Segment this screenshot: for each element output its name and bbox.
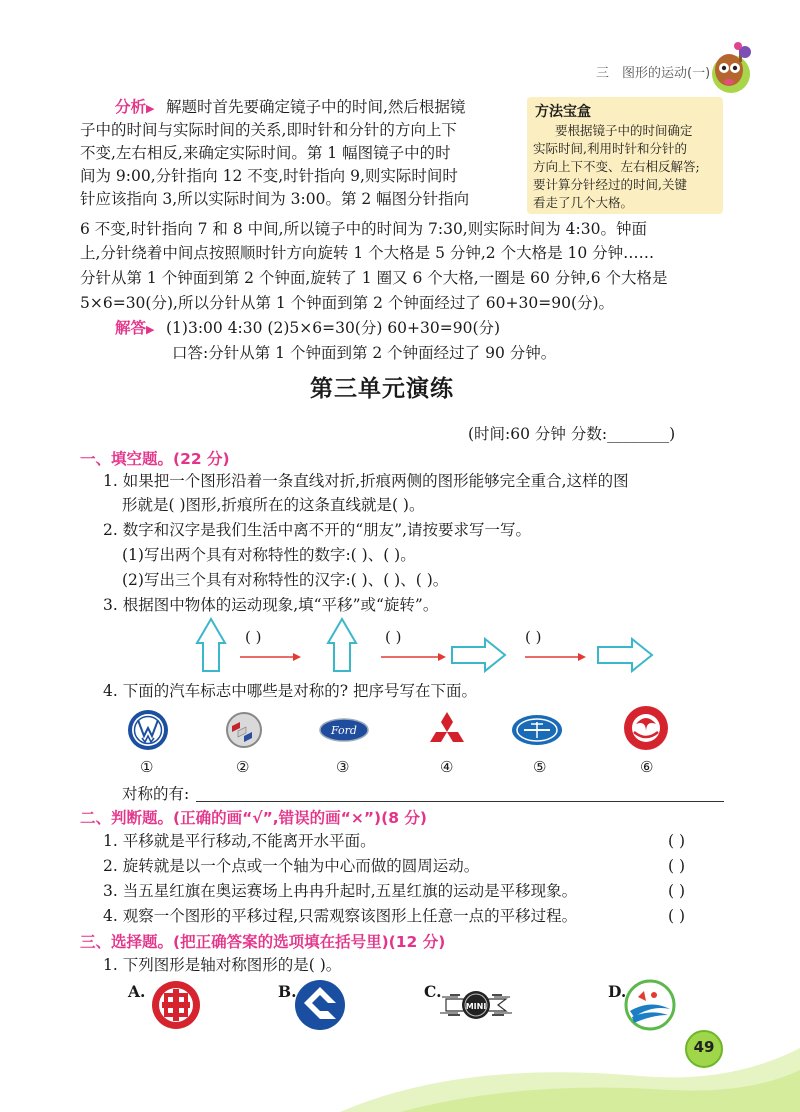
triangle-icon: ▶ [146,323,155,336]
judge-blank[interactable]: ( ) [668,857,686,875]
analysis-line: 解题时首先要确定镜子中的时间,然后根据镜 [166,98,466,116]
exercise-title: 第三单元演练 [310,376,454,402]
judge-item: 2. 旋转就是以一个点或一个轴为中心而做的圆周运动。 [103,857,480,875]
mini-logo-text: MINI [465,1002,487,1011]
tip-line: 要计算分针经过的时间,关键 [533,177,687,192]
footer-green-wave [340,1040,800,1112]
option-label: C. [424,982,442,1001]
option-figures [140,975,700,1037]
analysis-line: 分针从第 1 个钟面到第 2 个钟面,旋转了 1 圈又 6 个大格,一圈是 60 分钟,6 个大格是 [80,269,668,287]
logo-number: ⑤ [533,758,547,776]
motion-figures [195,615,665,675]
analysis-line: 子中的时间与实际时间的关系,即时针和分针的方向上下 [80,121,457,139]
tip-line: 要根据镜子中的时间确定 [555,123,693,138]
answer-blank[interactable]: ( ) [245,628,262,646]
judge-blank[interactable]: ( ) [668,882,686,900]
right-arrow-icon [598,639,652,671]
judge-item: 4. 观察一个图形的平移过程,只需观察该图形上任意一点的平移过程。 [103,907,578,925]
analysis-line: 针应该指向 3,所以实际时间为 3:00。第 2 幅图分针指向 [80,190,470,208]
analysis-line: 5×6=30(分),所以分针从第 1 个钟面到第 2 个钟面经过了 60+30=90(分)。 [80,294,615,312]
analysis-line: 上,分针绕着中间点按照顺时针方向旋转 1 个大格是 5 分钟,2 个大格是 10 分钟…… [80,244,655,262]
question-text: (2)写出三个具有对称特性的汉字:( )、( )、( )。 [122,571,449,589]
judge-item: 3. 当五星红旗在奥运赛场上冉冉升起时,五星红旗的运动是平移现象。 [103,882,578,900]
option-label: A. [128,982,146,1001]
question-text: (1)写出两个具有对称特性的数字:( )、( )。 [122,546,416,564]
mascot-icon [705,40,757,98]
vw-logo-icon [128,710,168,750]
tip-title: 方法宝盒 [535,104,591,120]
symmetric-label: 对称的有: [122,785,190,803]
answer-line: 口答:分针从第 1 个钟面到第 2 个钟面经过了 90 分钟。 [172,344,557,362]
section-2-heading: 二、判断题。(正确的画“√”,错误的画“×”)(8 分) [80,809,427,827]
answer-line: (1)3:00 4:30 (2)5×6=30(分) 60+30=90(分) [166,319,501,337]
buick-logo-icon [227,713,261,747]
up-arrow-icon [328,619,356,671]
car-logos [120,702,680,758]
question-text: 1. 如果把一个图形沿着一条直线对折,折痕两侧的图形能够完全重合,这样的图 [103,472,629,490]
logo-number: ⑥ [640,758,654,776]
answer-label [115,317,154,341]
judge-item: 1. 平移就是平行移动,不能离开水平面。 [103,832,376,850]
option-label: D. [608,982,627,1001]
faw-logo-icon [512,715,562,745]
method-tip-box [527,97,723,214]
analysis-line: 6 不变,时针指向 7 和 8 中间,所以镜子中的时间为 7:30,则实际时间为 4:30。钟面 [80,220,647,238]
answer-label-text: 解答 [115,319,147,337]
exercise-meta: (时间:60 分钟 分数:________) [468,425,676,443]
section-3-heading: 三、选择题。(把正确答案的选项填在括号里)(12 分) [80,933,446,951]
icbc-logo-icon [152,981,200,1029]
judge-blank[interactable]: ( ) [668,907,686,925]
page-number: 49 [693,1038,715,1056]
up-arrow-icon [197,619,225,671]
question-text: 1. 下列图形是轴对称图形的是( )。 [103,956,342,974]
option-label: B. [278,982,297,1001]
analysis-line: 间为 9:00,分针指向 12 不变,时针指向 9,则实际时间时 [80,167,458,185]
judge-blank[interactable]: ( ) [668,832,686,850]
ccb-logo-icon [295,980,345,1030]
dongfeng-logo-icon [624,706,668,750]
analysis-line: 不变,左右相反,来确定实际时间。第 1 幅图镜子中的时 [80,144,451,162]
ford-logo-text: Ford [331,724,357,737]
answer-line[interactable] [196,801,724,802]
analysis-label [115,96,154,120]
tip-line: 实际时间,利用时针和分针的 [533,141,687,156]
question-text: 4. 下面的汽车标志中哪些是对称的? 把序号写在下面。 [103,682,477,700]
header-unit: 三 [596,66,610,81]
answer-blank[interactable]: ( ) [385,628,402,646]
header-chapter: 图形的运动(一) [622,66,711,81]
question-text: 2. 数字和汉字是我们生活中离不开的“朋友”,请按要求写一写。 [103,521,531,539]
tip-line: 方向上下不变、左右相反解答; [533,159,700,174]
logo-number: ③ [336,758,350,776]
tip-line: 看走了几个大格。 [533,195,634,210]
question-text: 形就是( )图形,折痕所在的这条直线就是( )。 [122,496,425,514]
triangle-icon: ▶ [146,102,155,115]
analysis-label-text: 分析 [115,98,147,116]
right-arrow-icon [452,639,505,671]
question-text: 3. 根据图中物体的运动现象,填“平移”或“旋转”。 [103,596,439,614]
logo-number: ② [236,758,250,776]
logo-number: ④ [440,758,454,776]
section-1-heading: 一、填空题。(22 分) [80,450,230,468]
logo-number: ① [140,758,154,776]
mitsubishi-logo-icon [430,712,464,742]
answer-blank[interactable]: ( ) [525,628,542,646]
swirl-logo-icon [626,981,674,1029]
